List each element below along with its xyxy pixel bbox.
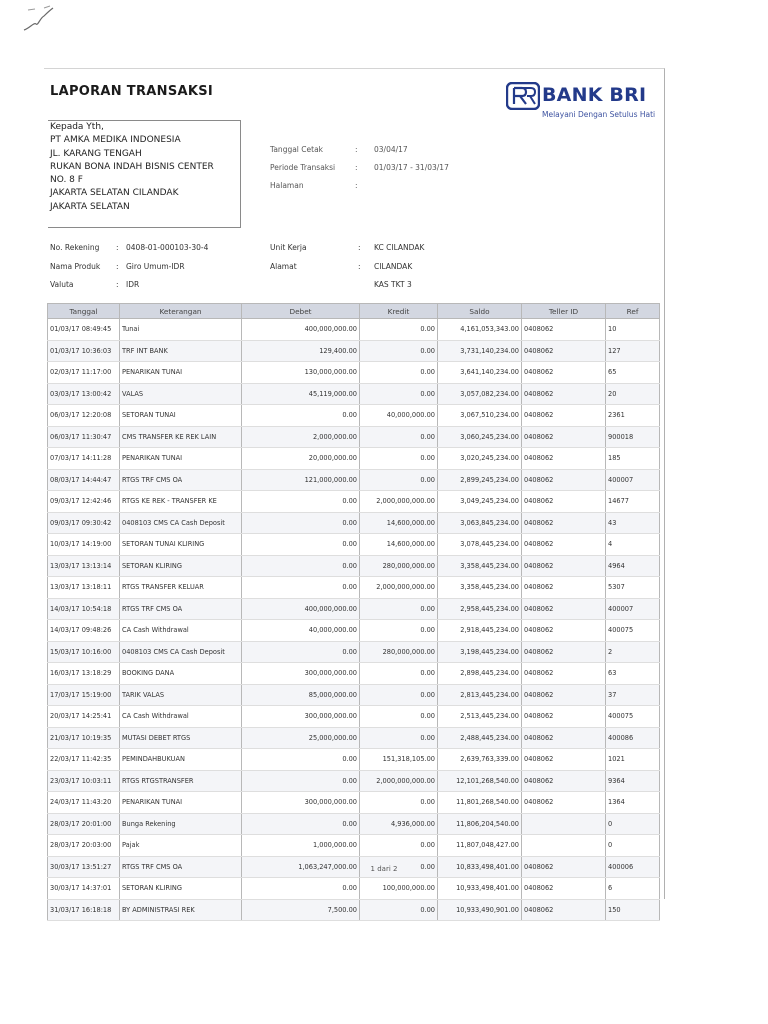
cell-description: PENARIKAN TUNAI — [120, 362, 242, 384]
print-date-value: 03/04/17 — [374, 145, 408, 154]
cell-debit: 20,000,000.00 — [242, 448, 360, 470]
cell-description: RTGS TRF CMS OA — [120, 598, 242, 620]
cell-ref: 400007 — [606, 469, 660, 491]
cell-date: 08/03/17 14:44:47 — [48, 469, 120, 491]
cell-description: SETORAN KLIRING — [120, 555, 242, 577]
cell-balance: 3,641,140,234.00 — [438, 362, 522, 384]
cell-balance: 2,513,445,234.00 — [438, 706, 522, 728]
cell-credit: 0.00 — [360, 856, 438, 878]
cell-date: 06/03/17 12:20:08 — [48, 405, 120, 427]
cell-credit: 0.00 — [360, 663, 438, 685]
table-row — [48, 426, 660, 448]
table-row — [48, 663, 660, 685]
cell-date: 31/03/17 16:18:18 — [48, 899, 120, 921]
cell-credit: 0.00 — [360, 383, 438, 405]
currency-label: Valuta — [50, 280, 74, 289]
cell-ref: 65 — [606, 362, 660, 384]
cell-balance: 11,801,268,540.00 — [438, 792, 522, 814]
bank-name: BANK BRI — [542, 84, 647, 106]
recipient-address-box — [48, 120, 241, 228]
table-row — [48, 469, 660, 491]
cell-debit: 2,000,000.00 — [242, 426, 360, 448]
table-row — [48, 598, 660, 620]
cell-teller: 0408062 — [522, 899, 606, 921]
period-label: Periode Transaksi — [270, 163, 336, 172]
cell-ref: 20 — [606, 383, 660, 405]
cell-date: 15/03/17 10:16:00 — [48, 641, 120, 663]
cell-ref: 400006 — [606, 856, 660, 878]
bri-logo-icon — [506, 82, 540, 110]
address-line: Kepada Yth, — [50, 122, 104, 132]
cell-description: MUTASI DEBET RTGS — [120, 727, 242, 749]
table-row — [48, 813, 660, 835]
cell-balance: 11,807,048,427.00 — [438, 835, 522, 857]
cell-description: PEMINDAHBUKUAN — [120, 749, 242, 771]
cell-ref: 14677 — [606, 491, 660, 513]
cell-ref: 5307 — [606, 577, 660, 599]
cell-ref: 9364 — [606, 770, 660, 792]
cell-ref: 127 — [606, 340, 660, 362]
table-row — [48, 512, 660, 534]
cell-description: RTGS TRANSFER KELUAR — [120, 577, 242, 599]
cell-debit: 121,000,000.00 — [242, 469, 360, 491]
cell-teller: 0408062 — [522, 469, 606, 491]
unit-value: KC CILANDAK — [374, 243, 425, 252]
cell-date: 16/03/17 13:18:29 — [48, 663, 120, 685]
table-row — [48, 319, 660, 341]
cell-teller: 0408062 — [522, 684, 606, 706]
table-row — [48, 405, 660, 427]
cell-teller: 0408062 — [522, 878, 606, 900]
table-row — [48, 362, 660, 384]
cell-ref: 400007 — [606, 598, 660, 620]
table-row — [48, 577, 660, 599]
cell-credit: 14,600,000.00 — [360, 534, 438, 556]
table-row — [48, 684, 660, 706]
cell-teller: 0408062 — [522, 856, 606, 878]
col-header-teller: Teller ID — [522, 304, 606, 319]
cell-debit: 7,500.00 — [242, 899, 360, 921]
cell-description: TRF INT BANK — [120, 340, 242, 362]
cell-credit: 151,318,105.00 — [360, 749, 438, 771]
cell-credit: 0.00 — [360, 727, 438, 749]
cell-balance: 2,639,763,339.00 — [438, 749, 522, 771]
cell-teller: 0408062 — [522, 749, 606, 771]
cell-debit: 0.00 — [242, 491, 360, 513]
pen-scribble-mark — [22, 4, 56, 38]
cell-debit: 300,000,000.00 — [242, 706, 360, 728]
cell-balance: 12,101,268,540.00 — [438, 770, 522, 792]
cell-balance: 2,488,445,234.00 — [438, 727, 522, 749]
cell-credit: 280,000,000.00 — [360, 555, 438, 577]
cell-ref: 0 — [606, 835, 660, 857]
cell-teller: 0408062 — [522, 770, 606, 792]
cell-date: 09/03/17 12:42:46 — [48, 491, 120, 513]
cell-ref: 1364 — [606, 792, 660, 814]
account-extra-value: KAS TKT 3 — [374, 280, 412, 289]
cell-balance: 10,833,498,401.00 — [438, 856, 522, 878]
cell-ref: 185 — [606, 448, 660, 470]
cell-description: RTGS TRF CMS OA — [120, 856, 242, 878]
cell-credit: 0.00 — [360, 835, 438, 857]
cell-teller: 0408062 — [522, 598, 606, 620]
table-row — [48, 792, 660, 814]
cell-teller: 0408062 — [522, 663, 606, 685]
cell-credit: 0.00 — [360, 426, 438, 448]
cell-credit: 0.00 — [360, 684, 438, 706]
cell-debit: 45,119,000.00 — [242, 383, 360, 405]
cell-teller: 0408062 — [522, 426, 606, 448]
cell-balance: 3,020,245,234.00 — [438, 448, 522, 470]
account-no-label: No. Rekening — [50, 243, 100, 252]
table-row — [48, 620, 660, 642]
cell-date: 22/03/17 11:42:35 — [48, 749, 120, 771]
address-line: JAKARTA SELATAN — [50, 201, 130, 212]
cell-ref: 1021 — [606, 749, 660, 771]
cell-credit: 2,000,000,000.00 — [360, 491, 438, 513]
cell-date: 23/03/17 10:03:11 — [48, 770, 120, 792]
cell-debit: 300,000,000.00 — [242, 792, 360, 814]
table-header-row — [48, 304, 660, 319]
cell-ref: 150 — [606, 899, 660, 921]
table-row — [48, 534, 660, 556]
cell-date: 13/03/17 13:13:14 — [48, 555, 120, 577]
cell-date: 20/03/17 14:25:41 — [48, 706, 120, 728]
table-row — [48, 749, 660, 771]
print-date-label: Tanggal Cetak — [270, 145, 324, 154]
col-header-credit: Kredit — [360, 304, 438, 319]
cell-balance: 2,899,245,234.00 — [438, 469, 522, 491]
cell-ref: 0 — [606, 813, 660, 835]
cell-credit: 0.00 — [360, 362, 438, 384]
col-header-description: Keterangan — [120, 304, 242, 319]
col-header-balance: Saldo — [438, 304, 522, 319]
cell-teller: 0408062 — [522, 340, 606, 362]
cell-teller: 0408062 — [522, 706, 606, 728]
cell-date: 10/03/17 14:19:00 — [48, 534, 120, 556]
cell-balance: 2,813,445,234.00 — [438, 684, 522, 706]
table-row — [48, 899, 660, 921]
cell-debit: 0.00 — [242, 813, 360, 835]
cell-description: SETORAN KLIRING — [120, 878, 242, 900]
cell-teller: 0408062 — [522, 792, 606, 814]
cell-debit: 1,000,000.00 — [242, 835, 360, 857]
cell-teller: 0408062 — [522, 577, 606, 599]
cell-balance: 2,898,445,234.00 — [438, 663, 522, 685]
cell-teller: 0408062 — [522, 534, 606, 556]
table-row — [48, 491, 660, 513]
col-header-date: Tanggal — [48, 304, 120, 319]
product-label: Nama Produk — [50, 262, 101, 271]
cell-credit: 0.00 — [360, 620, 438, 642]
cell-description: RTGS KE REK - TRANSFER KE — [120, 491, 242, 513]
cell-teller: 0408062 — [522, 620, 606, 642]
cell-debit: 25,000,000.00 — [242, 727, 360, 749]
cell-description: BOOKING DANA — [120, 663, 242, 685]
product-value: Giro Umum-IDR — [126, 262, 185, 271]
table-row — [48, 641, 660, 663]
cell-teller: 0408062 — [522, 448, 606, 470]
cell-date: 07/03/17 14:11:28 — [48, 448, 120, 470]
table-row — [48, 878, 660, 900]
address-line: RUKAN BONA INDAH BISNIS CENTER — [50, 161, 214, 172]
cell-description: TARIK VALAS — [120, 684, 242, 706]
account-address-value: CILANDAK — [374, 262, 413, 271]
cell-balance: 3,358,445,234.00 — [438, 577, 522, 599]
cell-date: 13/03/17 13:18:11 — [48, 577, 120, 599]
cell-balance: 3,063,845,234.00 — [438, 512, 522, 534]
cell-ref: 400075 — [606, 706, 660, 728]
cell-debit: 0.00 — [242, 749, 360, 771]
report-title: LAPORAN TRANSAKSI — [50, 84, 214, 99]
cell-date: 01/03/17 08:49:45 — [48, 319, 120, 341]
cell-description: 0408103 CMS CA Cash Deposit — [120, 641, 242, 663]
cell-balance: 2,918,445,234.00 — [438, 620, 522, 642]
cell-credit: 40,000,000.00 — [360, 405, 438, 427]
cell-debit: 0.00 — [242, 534, 360, 556]
table-row — [48, 770, 660, 792]
cell-date: 28/03/17 20:01:00 — [48, 813, 120, 835]
cell-description: RTGS TRF CMS OA — [120, 469, 242, 491]
cell-debit: 0.00 — [242, 512, 360, 534]
cell-balance: 3,060,245,234.00 — [438, 426, 522, 448]
cell-ref: 63 — [606, 663, 660, 685]
cell-debit: 400,000,000.00 — [242, 319, 360, 341]
cell-credit: 0.00 — [360, 469, 438, 491]
cell-description: VALAS — [120, 383, 242, 405]
cell-description: Bunga Rekening — [120, 813, 242, 835]
cell-description: BY ADMINISTRASI REK — [120, 899, 242, 921]
cell-balance: 10,933,490,901.00 — [438, 899, 522, 921]
cell-credit: 0.00 — [360, 598, 438, 620]
cell-debit: 130,000,000.00 — [242, 362, 360, 384]
cell-debit: 300,000,000.00 — [242, 663, 360, 685]
cell-teller: 0408062 — [522, 641, 606, 663]
cell-balance: 3,049,245,234.00 — [438, 491, 522, 513]
cell-credit: 100,000,000.00 — [360, 878, 438, 900]
currency-value: IDR — [126, 280, 140, 289]
cell-date: 06/03/17 11:30:47 — [48, 426, 120, 448]
cell-description: CA Cash Withdrawal — [120, 706, 242, 728]
cell-ref: 900018 — [606, 426, 660, 448]
cell-credit: 14,600,000.00 — [360, 512, 438, 534]
cell-debit: 400,000,000.00 — [242, 598, 360, 620]
page-footer: 1 dari 2 — [370, 865, 398, 873]
cell-teller: 0408062 — [522, 491, 606, 513]
cell-debit: 0.00 — [242, 878, 360, 900]
cell-ref: 400075 — [606, 620, 660, 642]
cell-balance: 3,358,445,234.00 — [438, 555, 522, 577]
cell-balance: 3,731,140,234.00 — [438, 340, 522, 362]
cell-balance: 11,806,204,540.00 — [438, 813, 522, 835]
table-row — [48, 727, 660, 749]
address-line: NO. 8 F — [50, 175, 83, 186]
cell-balance: 3,198,445,234.00 — [438, 641, 522, 663]
cell-credit: 0.00 — [360, 792, 438, 814]
cell-credit: 0.00 — [360, 319, 438, 341]
cell-date: 28/03/17 20:03:00 — [48, 835, 120, 857]
cell-credit: 280,000,000.00 — [360, 641, 438, 663]
cell-teller: 0408062 — [522, 405, 606, 427]
cell-debit: 0.00 — [242, 770, 360, 792]
cell-teller: 0408062 — [522, 383, 606, 405]
cell-credit: 0.00 — [360, 448, 438, 470]
cell-description: PENARIKAN TUNAI — [120, 792, 242, 814]
unit-label: Unit Kerja — [270, 243, 307, 252]
col-header-debit: Debet — [242, 304, 360, 319]
table-row — [48, 835, 660, 857]
cell-description: Tunai — [120, 319, 242, 341]
cell-ref: 4 — [606, 534, 660, 556]
cell-credit: 0.00 — [360, 899, 438, 921]
cell-ref: 43 — [606, 512, 660, 534]
table-row — [48, 383, 660, 405]
cell-date: 14/03/17 10:54:18 — [48, 598, 120, 620]
cell-balance: 3,078,445,234.00 — [438, 534, 522, 556]
cell-debit: 0.00 — [242, 555, 360, 577]
cell-date: 24/03/17 11:43:20 — [48, 792, 120, 814]
cell-debit: 129,400.00 — [242, 340, 360, 362]
cell-ref: 2 — [606, 641, 660, 663]
cell-description: 0408103 CMS CA Cash Deposit — [120, 512, 242, 534]
cell-teller: 0408062 — [522, 362, 606, 384]
bank-logo — [506, 82, 656, 124]
page-label: Halaman — [270, 181, 304, 190]
cell-teller: 0408062 — [522, 727, 606, 749]
cell-debit: 85,000,000.00 — [242, 684, 360, 706]
col-header-ref: Ref — [606, 304, 660, 319]
table-row — [48, 448, 660, 470]
cell-credit: 2,000,000,000.00 — [360, 577, 438, 599]
cell-credit: 0.00 — [360, 706, 438, 728]
cell-balance: 2,958,445,234.00 — [438, 598, 522, 620]
cell-description: SETORAN TUNAI — [120, 405, 242, 427]
cell-date: 21/03/17 10:19:35 — [48, 727, 120, 749]
cell-teller — [522, 813, 606, 835]
cell-date: 01/03/17 10:36:03 — [48, 340, 120, 362]
cell-balance: 3,067,510,234.00 — [438, 405, 522, 427]
cell-credit: 4,936,000.00 — [360, 813, 438, 835]
cell-teller: 0408062 — [522, 512, 606, 534]
cell-date: 30/03/17 14:37:01 — [48, 878, 120, 900]
period-value: 01/03/17 - 31/03/17 — [374, 163, 449, 172]
cell-ref: 400086 — [606, 727, 660, 749]
bank-tagline: Melayani Dengan Setulus Hati — [542, 110, 656, 119]
cell-debit: 1,063,247,000.00 — [242, 856, 360, 878]
cell-date: 30/03/17 13:51:27 — [48, 856, 120, 878]
cell-debit: 0.00 — [242, 577, 360, 599]
cell-description: SETORAN TUNAI KLIRING — [120, 534, 242, 556]
table-row — [48, 555, 660, 577]
cell-date: 09/03/17 09:30:42 — [48, 512, 120, 534]
cell-description: RTGS RTGSTRANSFER — [120, 770, 242, 792]
cell-description: PENARIKAN TUNAI — [120, 448, 242, 470]
account-address-label: Alamat — [270, 262, 297, 271]
cell-teller: 0408062 — [522, 555, 606, 577]
cell-teller: 0408062 — [522, 319, 606, 341]
cell-balance: 10,933,498,401.00 — [438, 878, 522, 900]
cell-debit: 0.00 — [242, 405, 360, 427]
cell-balance: 4,161,053,343.00 — [438, 319, 522, 341]
cell-teller — [522, 835, 606, 857]
address-line: JL. KARANG TENGAH — [50, 148, 142, 159]
account-no-value: 0408-01-000103-30-4 — [126, 243, 209, 252]
cell-credit: 0.00 — [360, 340, 438, 362]
cell-ref: 4964 — [606, 555, 660, 577]
address-line: JAKARTA SELATAN CILANDAK — [50, 188, 179, 199]
cell-debit: 40,000,000.00 — [242, 620, 360, 642]
table-row — [48, 706, 660, 728]
cell-description: CA Cash Withdrawal — [120, 620, 242, 642]
address-line: PT AMKA MEDIKA INDONESIA — [50, 135, 181, 146]
cell-date: 14/03/17 09:48:26 — [48, 620, 120, 642]
table-row — [48, 340, 660, 362]
cell-balance: 3,057,082,234.00 — [438, 383, 522, 405]
cell-date: 02/03/17 11:17:00 — [48, 362, 120, 384]
transaction-table — [47, 303, 660, 921]
cell-date: 17/03/17 15:19:00 — [48, 684, 120, 706]
cell-credit: 2,000,000,000.00 — [360, 770, 438, 792]
cell-ref: 37 — [606, 684, 660, 706]
cell-ref: 6 — [606, 878, 660, 900]
cell-ref: 10 — [606, 319, 660, 341]
cell-debit: 0.00 — [242, 641, 360, 663]
cell-ref: 2361 — [606, 405, 660, 427]
cell-date: 03/03/17 13:00:42 — [48, 383, 120, 405]
cell-description: Pajak — [120, 835, 242, 857]
cell-description: CMS TRANSFER KE REK LAIN — [120, 426, 242, 448]
